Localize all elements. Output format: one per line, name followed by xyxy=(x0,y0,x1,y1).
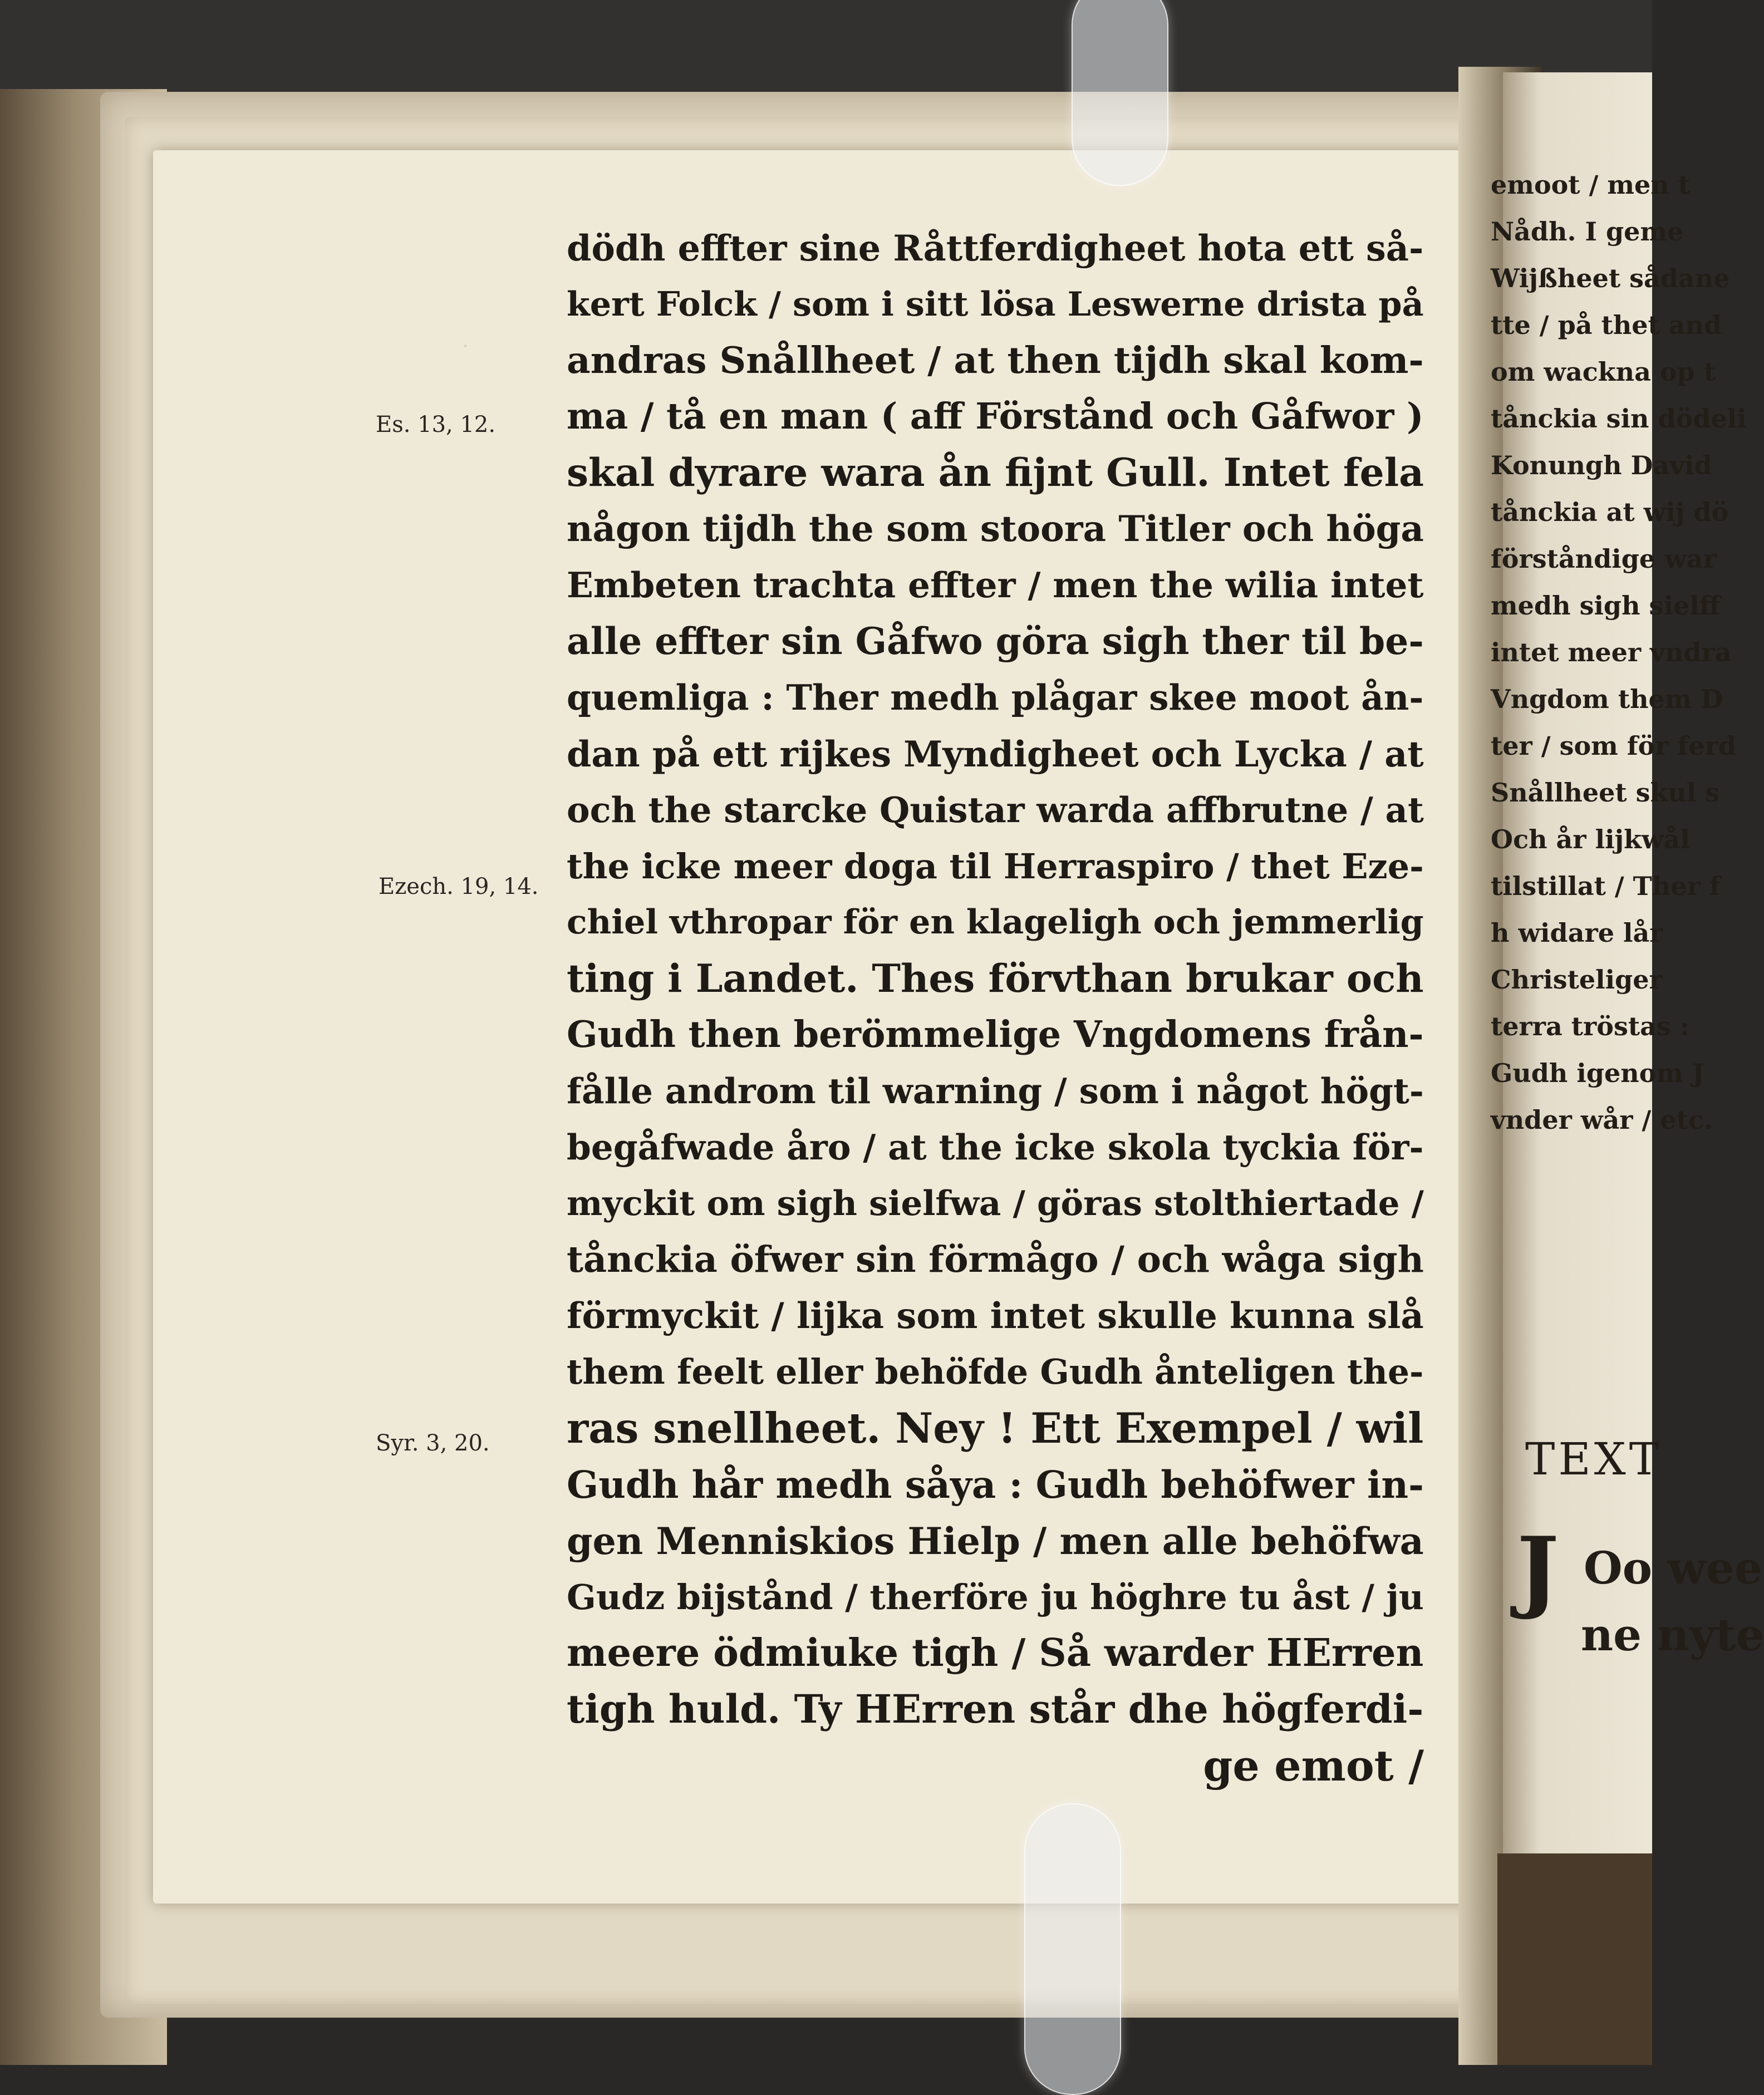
text-line: alle effter sin Gåfwo göra sigh ther til be- xyxy=(567,619,1424,663)
facing-text-line: ter / som för ferd xyxy=(1491,731,1737,761)
text-line: förmyckit / lijka som intet skulle kunna slå xyxy=(567,1295,1424,1337)
text-line: meere ödmiuke tigh / Så warder HErren xyxy=(567,1631,1424,1675)
text-line: ras snellheet. Ney ! Ett Exempel / wil xyxy=(567,1404,1424,1453)
bleed-through-mark: · xyxy=(462,334,469,358)
facing-text-line: Nådh. I geme xyxy=(1491,217,1684,247)
text-line: begåfwade åro / at the icke skola tyckia för- xyxy=(567,1127,1424,1168)
facing-text-line: tilstillat / Ther f xyxy=(1491,871,1721,901)
text-line: Gudh then berömmelige Vngdomens från- xyxy=(567,1014,1424,1056)
drop-initial: J xyxy=(1517,1517,1559,1622)
margin-note-esaias: Es. 13, 12. xyxy=(376,412,496,437)
facing-text-line: Snållheet skul s xyxy=(1491,778,1720,808)
facing-text-line: Wijßheet sådane xyxy=(1491,263,1730,293)
facing-page-tail-line: ne nyte xyxy=(1581,1609,1764,1661)
text-line: andras Snållheet / at then tijdh skal kom- xyxy=(567,338,1424,382)
facing-text-line: emoot / men t xyxy=(1491,170,1691,200)
text-line: Gudz bijstånd / therföre ju höghre tu åst / ju xyxy=(567,1577,1424,1617)
facing-text-line: Och år lijkwål xyxy=(1491,824,1690,854)
facing-page-heading: TEXT xyxy=(1525,1433,1663,1485)
text-line: Gudh hår medh såya : Gudh behöfwer in- xyxy=(567,1463,1424,1507)
text-line: gen Menniskios Hielp / men alle behöfwa xyxy=(567,1519,1424,1563)
text-line: någon tijdh the som stoora Titler och höga xyxy=(567,508,1424,550)
page-body-text xyxy=(567,220,1424,1794)
text-line: Embeten trachta effter / men the wilia intet xyxy=(567,564,1424,606)
facing-text-line: Gudh igenom J xyxy=(1491,1058,1704,1088)
facing-text-line: tånckia sin dödeli xyxy=(1491,404,1747,434)
text-line: tånckia öfwer sin förmågo / och wåga sigh xyxy=(567,1238,1424,1281)
text-line: ma / tå en man ( aff Förstånd och Gåfwor ) xyxy=(567,395,1424,437)
page-clip-top xyxy=(1072,0,1168,186)
text-line: kert Folck / som i sitt lösa Leswerne drista på xyxy=(567,284,1424,324)
facing-text-line: Christeliger xyxy=(1491,965,1663,995)
page-clip-bottom xyxy=(1024,1803,1121,2095)
facing-text-line: tte / på thet and xyxy=(1491,310,1722,340)
text-line: them feelt eller behöfde Gudh ånteligen the- xyxy=(567,1352,1424,1392)
facing-text-line: förståndige war xyxy=(1491,544,1717,574)
text-line: myckit om sigh sielfwa / göras stolthiertade / xyxy=(567,1184,1424,1223)
margin-note-ezechiel: Ezech. 19, 14. xyxy=(379,874,539,899)
facing-text-line: h widare lår xyxy=(1491,918,1663,948)
text-line: och the starcke Quistar warda affbrutne / at xyxy=(567,789,1424,830)
text-line: skal dyrare wara ån fijnt Gull. Intet fela xyxy=(567,450,1424,495)
facing-text-line: Konungh David xyxy=(1491,450,1712,480)
text-line: ge emot / xyxy=(1203,1741,1424,1791)
text-line: quemliga : Ther medh plågar skee moot ån- xyxy=(567,677,1424,718)
facing-text-line: medh sigh sielff xyxy=(1491,591,1721,621)
text-line: dödh effter sine Råttferdigheet hota ett så- xyxy=(567,227,1424,269)
text-line: the icke meer doga til Herraspiro / thet Eze- xyxy=(567,846,1424,887)
facing-text-line: om wackna op t xyxy=(1491,357,1716,387)
facing-text-line: intet meer vndra xyxy=(1491,637,1732,667)
facing-text-line: Vngdom them D xyxy=(1491,684,1723,714)
spine-edge xyxy=(1497,1853,1652,2065)
text-line: dan på ett rijkes Myndigheet och Lycka / at xyxy=(567,733,1424,775)
facing-page-tail-line: Oo wee xyxy=(1584,1542,1763,1594)
facing-page-text xyxy=(1491,161,1747,1143)
facing-text-line: vnder wår / etc. xyxy=(1491,1105,1713,1135)
margin-note-syrach: Syr. 3, 20. xyxy=(376,1430,490,1456)
text-line: fålle androm til warning / som i något högt- xyxy=(567,1070,1424,1112)
facing-text-line: terra tröstas : xyxy=(1491,1011,1689,1041)
text-line: tigh huld. Ty HErren står dhe högferdi- xyxy=(567,1686,1424,1732)
text-line: chiel vthropar för en klageligh och jemmerlig xyxy=(567,903,1424,942)
facing-text-line: tånckia at wij dö xyxy=(1491,497,1729,527)
text-line: ting i Landet. Thes förvthan brukar och xyxy=(567,956,1424,1001)
